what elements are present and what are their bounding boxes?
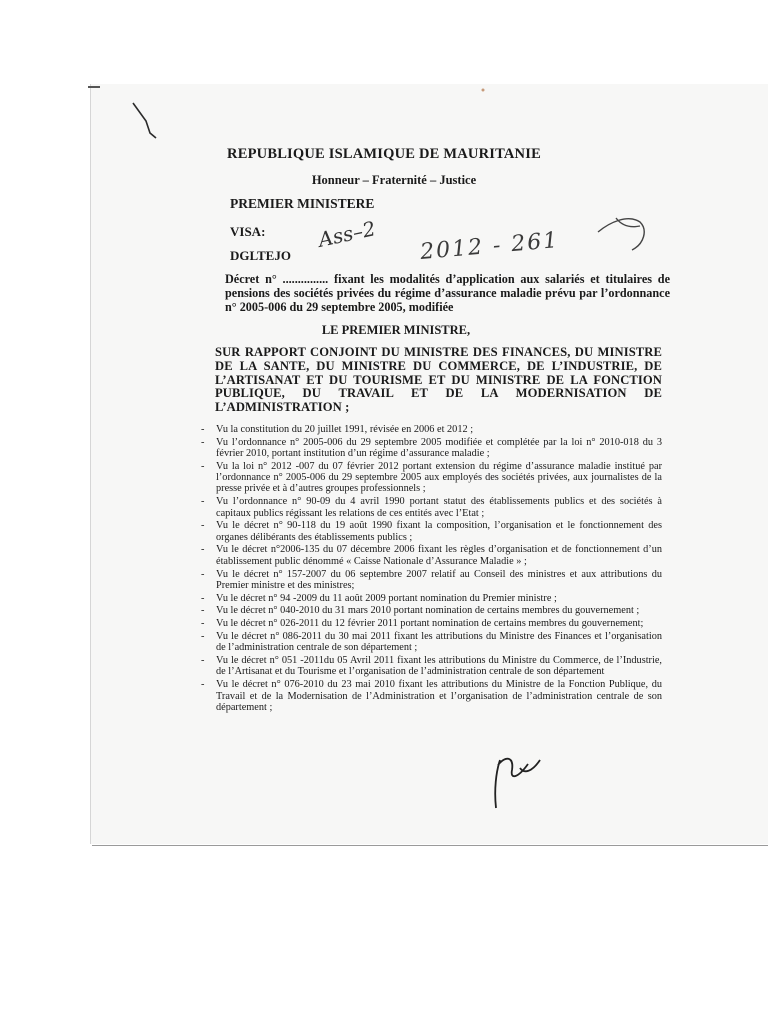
visa-item: - Vu le décret n° 051 -2011du 05 Avril 2011 fixant les attributions du Ministre du Commerce, de l’Industrie, de l’Artisanat et du Tourisme et l’organisation de l’administration centrale de son département xyxy=(200,655,662,678)
visa-list xyxy=(200,424,662,715)
stain-mark xyxy=(482,89,485,92)
visa-item: - Vu la constitution du 20 juillet 1991, révisée en 2006 et 2012 ; xyxy=(200,424,662,435)
premier-ministere-label: PREMIER MINISTERE xyxy=(230,196,375,211)
visa-item: - Vu l’ordonnance n° 90-09 du 4 avril 1990 portant statut des établissements publics et des sociétés à capitaux publics régissant les relations de ces entités avec l’Etat ; xyxy=(200,496,662,519)
joint-report-paragraph: SUR RAPPORT CONJOINT DU MINISTRE DES FINANCES, DU MINISTRE DE LA SANTE, DU MINISTRE DU COMMERCE, DE L’INDUSTRIE, DE L’ARTISANAT ET DU TOURISME ET DU MINISTRE DE LA FONCTION PUBLIQUE, DU TRAVAIL ET DE LA MODERNISATION DE L’ADMINISTRATION ; xyxy=(215,345,662,415)
visa-item: - Vu le décret n° 157-2007 du 06 septembre 2007 relatif au Conseil des ministres et aux attributions du Premier ministre et des ministres; xyxy=(200,569,662,592)
national-motto: Honneur – Fraternité – Justice xyxy=(311,173,477,187)
visa-item: - Vu le décret n° 94 -2009 du 11 août 2009 portant nomination du Premier ministre ; xyxy=(200,593,662,604)
visa-handwritten-note: Ass–2 xyxy=(316,216,378,252)
visa-item: - Vu le décret n°2006-135 du 07 décembre 2006 fixant les règles d’organisation et de fonctionnement d’un établissement public dénommé « Caisse Nationale d’Assurance Maladie » ; xyxy=(200,544,662,567)
republic-title: REPUBLIQUE ISLAMIQUE DE MAURITANIE xyxy=(227,146,541,162)
decree-number-handwritten: 2012 - 261 xyxy=(419,227,561,266)
visa-item: - Vu le décret n° 026-2011 du 12 février 2011 portant nomination de certains membres du gouvernement; xyxy=(200,618,662,629)
visa-label: VISA: xyxy=(230,224,266,239)
le-premier-ministre-heading: LE PREMIER MINISTRE, xyxy=(321,323,471,337)
dgltejo-label: DGLTEJO xyxy=(230,248,291,263)
decree-title: Décret n° ............... fixant les modalités d’application aux salariés et titulaires de pensions des sociétés privées du régime d’assurance maladie prévu par l’ordonnance n° 2005-006 du 29 septembre 2005, modifiée xyxy=(225,272,670,314)
visa-item: - Vu le décret n° 90-118 du 19 août 1990 fixant la composition, l’organisation et le fonctionnement des organes délibérants des établissements publics ; xyxy=(200,520,662,543)
pen-stroke-top-left xyxy=(133,103,156,138)
visa-item: - Vu l’ordonnance n° 2005-006 du 29 septembre 2005 modifiée et complétée par la loi n° 2010-018 du 3 février 2010, portant institution d’un régime d’assurance maladie ; xyxy=(200,437,662,460)
visa-item: - Vu la loi n° 2012 -007 du 07 février 2012 portant extension du régime d’assurance maladie institué par l’ordonnance n° 2005-006 du 29 septembre 2005 aux employés des sociétés privées, aux journalistes de la presse privée et à d’autres groupes professionnels ; xyxy=(200,461,662,495)
paraph-top-right xyxy=(598,218,644,250)
visa-item: - Vu le décret n° 086-2011 du 30 mai 2011 fixant les attributions du Ministre des Finances et l’organisation de l’administration centrale de son département ; xyxy=(200,631,662,654)
visa-item: - Vu le décret n° 076-2010 du 23 mai 2010 fixant les attributions du Ministre de la Fonction Publique, du Travail et de la Modernisation de l’Administration et l’organisation de l’administration centrale de son département ; xyxy=(200,679,662,713)
visa-item: - Vu le décret n° 040-2010 du 31 mars 2010 portant nomination de certains membres du gouvernement ; xyxy=(200,605,662,616)
initials-signature xyxy=(495,759,540,808)
